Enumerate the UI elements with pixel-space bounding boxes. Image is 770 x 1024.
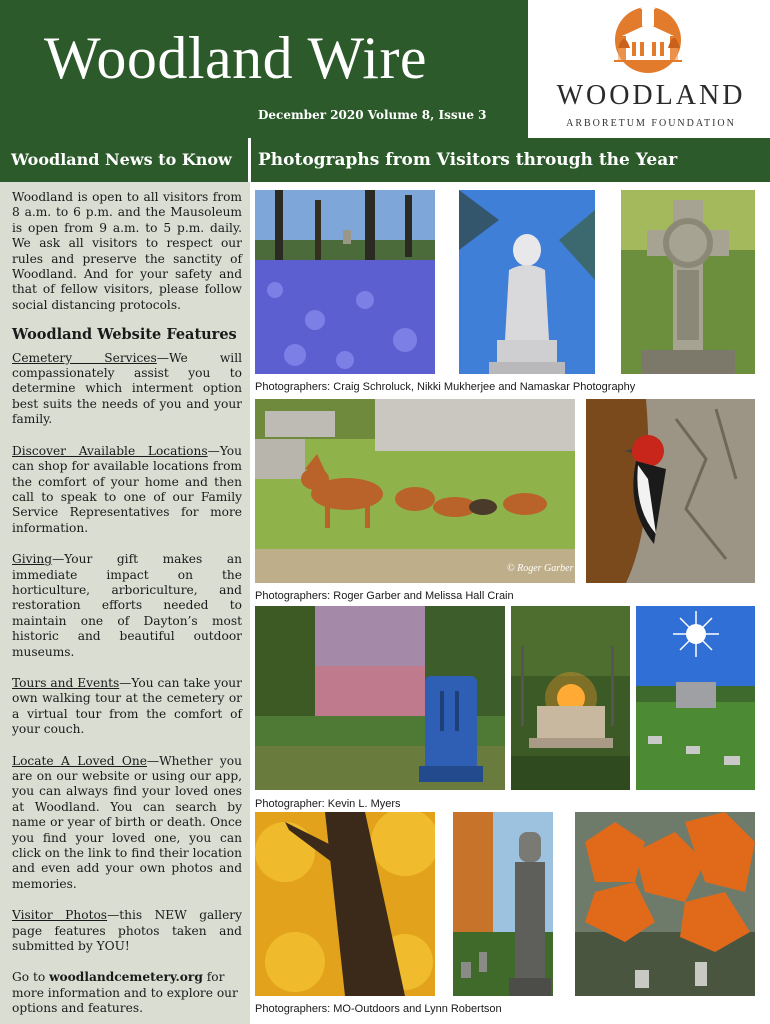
intro-text: Woodland is open to all visitors from 8 a.m. to 6 p.m. and the Mausoleum is open from 9 a.m. to 5 p.m. daily. We ask all visitors to respect our rules and preserve the sanctity of Woodland. And for your safety and that of fellow visitors, please follow social distancing protocols. <box>12 190 242 312</box>
newsletter-title: Woodland Wire <box>44 25 428 91</box>
logo-wordmark: WOODLAND <box>556 80 746 111</box>
feature-tours-events <box>12 676 242 738</box>
goto-suffix: for more information and to explore our options and features. <box>12 970 238 1016</box>
feature-text: —You can take your own walking tour at the cemetery or a virtual tour from the comfort of your couch. <box>12 675 242 737</box>
photo-sunburst-field <box>636 606 755 790</box>
feature-text: —You can shop for available locations from the comfort of your home and then call to speak to one of our Family Service Representatives for more information. <box>12 443 242 535</box>
caption-row-1: Photographers: Craig Schroluck, Nikki Mukherjee and Namaskar Photography <box>255 381 636 393</box>
caption-row-3: Photographer: Kevin L. Myers <box>255 798 401 810</box>
issue-info: December 2020 Volume 8, Issue 3 <box>258 108 487 122</box>
locate-loved-one-link[interactable]: Locate A Loved One <box>12 753 147 768</box>
feature-text: —this NEW gallery page features photos taken and submitted by YOU! <box>12 908 242 954</box>
masthead <box>0 0 528 138</box>
photo-angel-statue <box>459 190 595 374</box>
sidebar <box>0 182 250 1024</box>
feature-visitor-photos <box>12 908 242 954</box>
photo-sunset-memorial <box>511 606 630 790</box>
goto-text <box>12 970 242 1016</box>
feature-giving <box>12 552 242 660</box>
feature-locate-loved-one <box>12 754 242 893</box>
photo-orange-leaves <box>575 812 755 996</box>
caption-row-4: Photographers: MO-Outdoors and Lynn Robertson <box>255 1003 502 1015</box>
photo-bluebells <box>255 190 435 374</box>
feature-text: —Your gift makes an immediate impact on the horticulture, arboriculture, and restoration efforts needed to maintain one of Dayton’s most historic and beautiful outdoor museums. <box>12 552 242 659</box>
news-heading: Woodland News to Know <box>0 138 248 182</box>
photo-woodpecker <box>586 399 755 583</box>
giving-link[interactable]: Giving <box>12 552 53 567</box>
website-link[interactable]: woodlandcemetery.org <box>49 970 203 985</box>
photo-watermark: © Roger Garber <box>507 563 574 574</box>
visitor-photos-link[interactable]: Visitor Photos <box>12 908 108 923</box>
goto-prefix: Go to <box>12 970 50 985</box>
features-heading: Woodland Website Features <box>12 326 237 344</box>
feature-text: —Whether you are on our website or using our app, you can always find your loved ones at Woodland. You can search by name or year of birth or death. Once you find your loved one, you can click on the link to find their location and even add your own photos and memories. <box>12 753 242 891</box>
cemetery-services-link[interactable]: Cemetery Services <box>12 350 157 365</box>
photo-foxes <box>255 399 575 583</box>
logo-subtitle: ARBORETUM FOUNDATION <box>566 118 736 129</box>
gallery-heading: Photographs from Visitors through the Year <box>251 138 770 182</box>
tours-events-link[interactable]: Tours and Events <box>12 675 120 690</box>
feature-text: —We will compassionately assist you to determine which interment option best suits the needs of you and your family. <box>12 350 242 427</box>
feature-discover-locations <box>12 444 242 536</box>
discover-locations-link[interactable]: Discover Available Locations <box>12 443 208 458</box>
photo-celtic-cross <box>621 190 755 374</box>
feature-cemetery-services <box>12 351 242 428</box>
caption-row-2: Photographers: Roger Garber and Melissa Hall Crain <box>255 590 514 602</box>
photo-blue-monument <box>255 606 505 790</box>
photo-obelisk-statue <box>453 812 553 996</box>
photo-autumn-tree <box>255 812 435 996</box>
